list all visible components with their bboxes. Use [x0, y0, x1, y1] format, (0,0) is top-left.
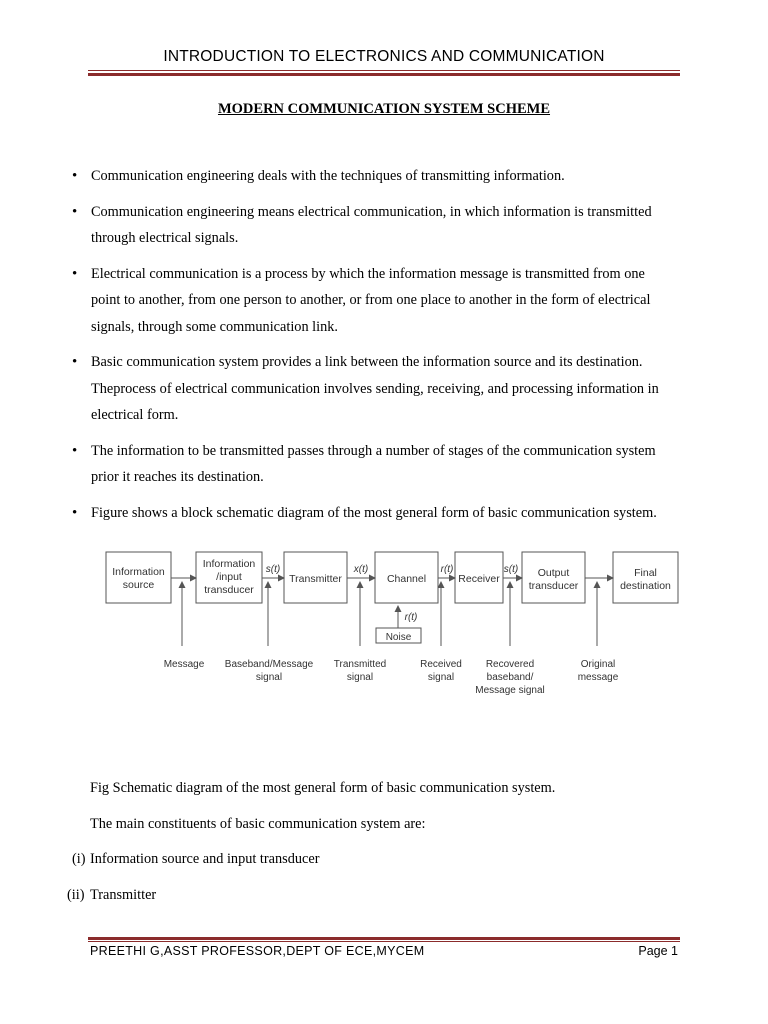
header-rule-thick: [88, 73, 680, 76]
bullet-list: [72, 163, 662, 535]
signal-x-t: x(t): [353, 564, 369, 575]
channel-label: Channel: [386, 573, 427, 585]
label-recovered-3: Message signal: [475, 685, 545, 696]
label-received-2: signal: [427, 672, 455, 683]
transmitter-label: Transmitter: [289, 573, 342, 585]
label-recovered-1: Recovered: [485, 659, 535, 670]
signal-noise-r-t: r(t): [404, 612, 418, 623]
signal-s-t-1: s(t): [265, 564, 281, 575]
label-message: Message: [163, 659, 205, 670]
info-source-label-2: source: [122, 579, 155, 591]
constituent-text: Transmitter: [90, 887, 157, 903]
constituents-intro: The main constituents of basic communication system are:: [90, 816, 426, 832]
label-original-1: Original: [580, 659, 616, 670]
label-baseband-2: signal: [255, 672, 283, 683]
input-transducer-label-1: Information: [202, 558, 256, 570]
output-transducer-label-1: Output: [537, 567, 570, 579]
noise-label: Noise: [385, 632, 412, 643]
bullet-item: • Communication engineering deals with the techniques of transmitting information.: [72, 163, 662, 190]
figure-caption: Fig Schematic diagram of the most general form of basic communication system.: [90, 780, 556, 796]
footer-rule-thin: [88, 941, 680, 942]
block-diagram: [100, 536, 680, 696]
final-destination-label-1: Final: [634, 567, 657, 579]
section-title: MODERN COMMUNICATION SYSTEM SCHEME: [217, 101, 551, 117]
label-transmitted-1: Transmitted: [333, 659, 387, 670]
constituent-number: (ii): [67, 887, 85, 903]
bullet-item: • Electrical communication is a process by which the information message is transmitted from one point to another, from one person to another, or from one place to another in the form of electrical signals, through some communication link.: [72, 261, 662, 341]
label-original-2: message: [577, 672, 619, 683]
signal-r-t: r(t): [440, 564, 454, 575]
bullet-item: • The information to be transmitted passes through a number of stages of the communication system prior it reaches its destination.: [72, 438, 662, 491]
label-transmitted-2: signal: [346, 672, 374, 683]
footer-author: PREETHI G,ASST PROFESSOR,DEPT OF ECE,MYCEM: [90, 944, 425, 958]
signal-s-t-2: s(t): [503, 564, 519, 575]
constituent-number: (i): [72, 851, 86, 867]
receiver-label: Receiver: [458, 573, 500, 585]
label-recovered-2: baseband/: [486, 672, 534, 683]
output-transducer-label-2: transducer: [528, 580, 579, 592]
header-rule-thin: [88, 70, 680, 71]
constituent-text: Information source and input transducer: [90, 851, 320, 867]
label-received-1: Received: [420, 659, 462, 670]
label-baseband-1: Baseband/Message: [224, 659, 314, 670]
input-transducer-label-3: transducer: [204, 584, 254, 596]
input-transducer-label-2: /input: [216, 571, 242, 583]
info-source-label-1: Information: [112, 566, 165, 578]
final-destination-label-2: destination: [620, 580, 671, 592]
bullet-item: • Figure shows a block schematic diagram of the most general form of basic communication system.: [72, 500, 662, 527]
page-header-title: INTRODUCTION TO ELECTRONICS AND COMMUNICATION: [163, 48, 605, 65]
bullet-item: • Communication engineering means electrical communication, in which information is transmitted through electrical signals.: [72, 199, 662, 252]
bullet-item: • Basic communication system provides a link between the information source and its destination. Theprocess of electrical communication involves sending, receiving, and processing information in electrical form.: [72, 349, 662, 429]
footer-page-number: Page 1: [638, 944, 678, 958]
footer-rule-thick: [88, 937, 680, 940]
